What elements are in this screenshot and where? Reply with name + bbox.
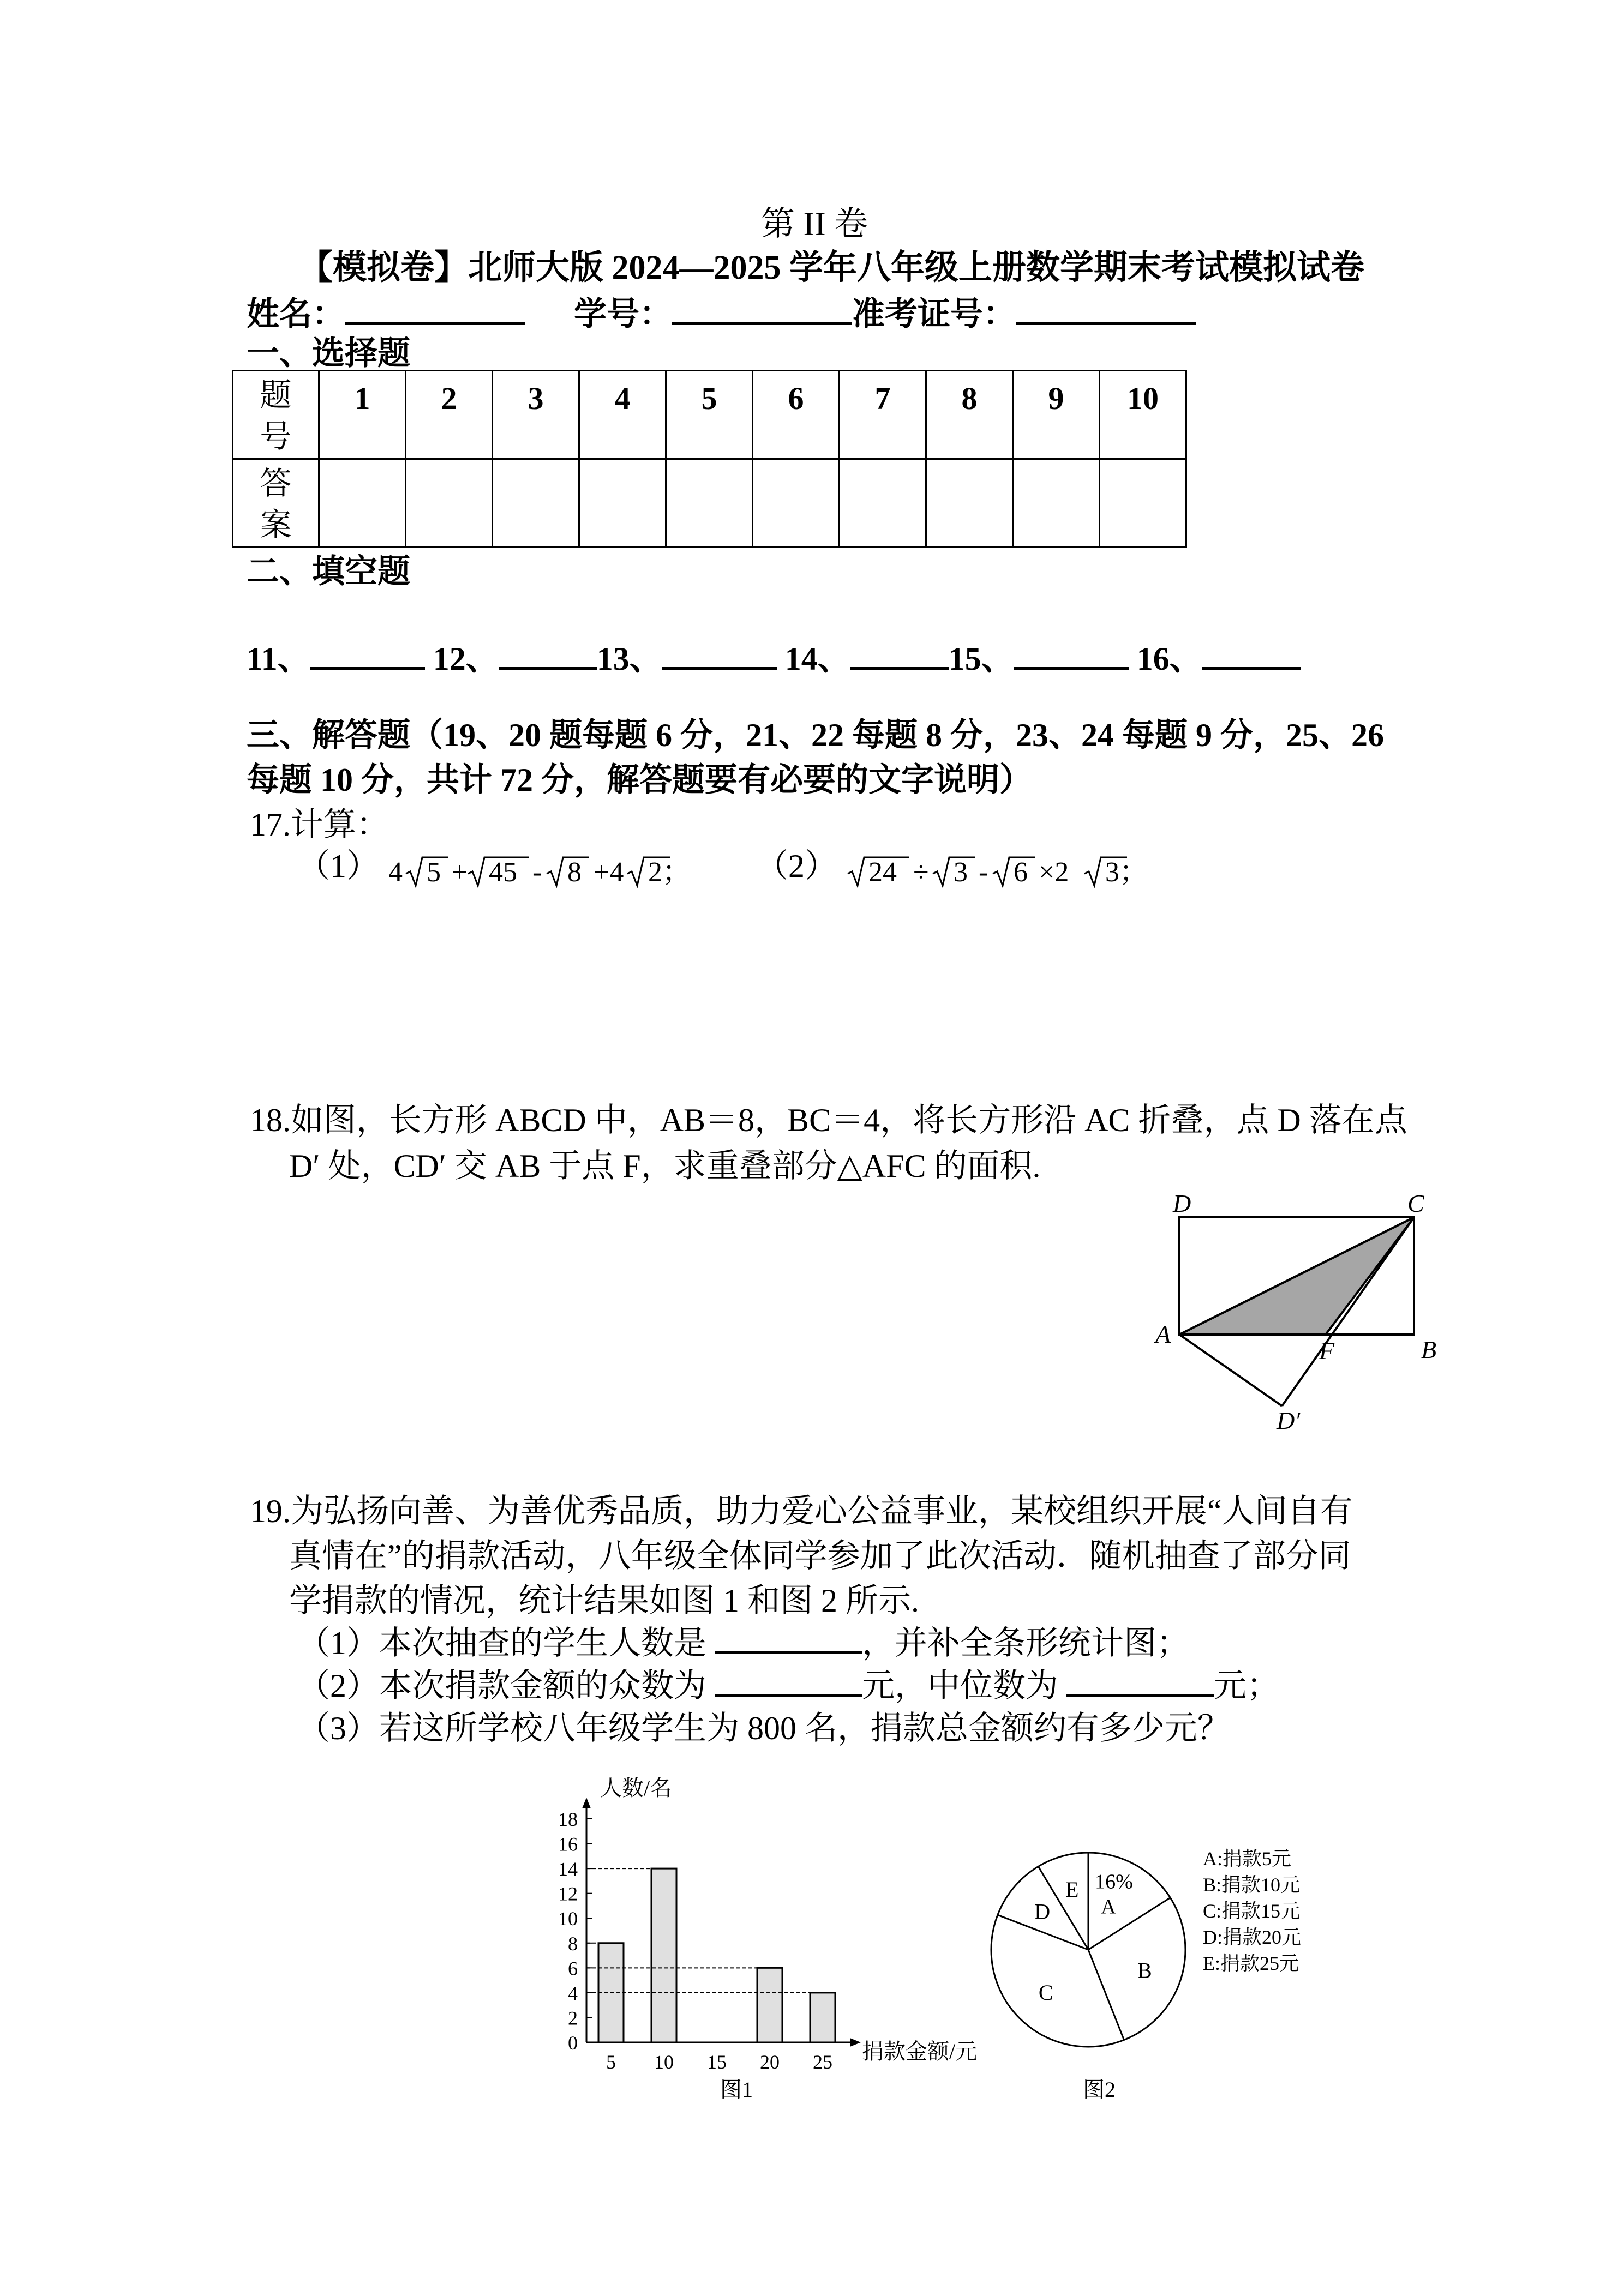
x-axis-arrow: [850, 2038, 861, 2047]
fill-blank[interactable]: [662, 636, 777, 670]
answer-cell[interactable]: [493, 459, 579, 548]
question-number-cell: 2: [406, 371, 493, 459]
question-number-cell: 7: [840, 371, 926, 459]
answer-cell[interactable]: [1013, 459, 1100, 548]
pie-slice-edge: [1088, 1950, 1124, 2040]
question-number-cell: 4: [579, 371, 666, 459]
answer-table-answer-row: [233, 459, 1186, 548]
svg-text:24: 24: [868, 857, 897, 888]
label-f: F: [1319, 1337, 1335, 1365]
pie-legend-item: C:捐款15元: [1203, 1900, 1301, 1922]
bar-10: [651, 1868, 676, 2042]
q17-part1: [297, 840, 736, 891]
x-tick-label: 25: [813, 2051, 832, 2073]
q18-figure: [1146, 1189, 1473, 1440]
question-number-cell: 1: [319, 371, 406, 459]
bar-chart-xlabel: 捐款金额/元: [862, 2039, 978, 2064]
y-tick-label: 10: [558, 1908, 578, 1930]
q19-part2-text: （2）本次捐款金额的众数为: [297, 1668, 706, 1704]
figure1-caption: 图1: [720, 2077, 753, 2102]
fill-in-row: [247, 633, 1301, 680]
label-b: B: [1421, 1336, 1437, 1363]
id-field[interactable]: [672, 292, 852, 325]
ticket-label: 准考证号：: [852, 296, 1016, 332]
pie-legend-item: A:捐款5元: [1203, 1848, 1292, 1870]
q19-part1-text: （1）本次抽查的学生人数是: [297, 1625, 706, 1661]
x-tick-label: 20: [760, 2051, 780, 2073]
label-c: C: [1407, 1189, 1424, 1217]
pie-slice-label: E: [1065, 1877, 1079, 1902]
answer-cell[interactable]: [926, 459, 1013, 548]
svg-text:6: 6: [1014, 857, 1028, 888]
pie-legend-item: B:捐款10元: [1203, 1874, 1301, 1896]
question-number-cell: 9: [1013, 371, 1100, 459]
y-tick-label: 2: [568, 2007, 578, 2029]
segment-ad-prime: [1179, 1335, 1282, 1406]
svg-text:+4: +4: [594, 857, 624, 888]
question-number-cell: 10: [1100, 371, 1186, 459]
exam-title: 【模拟卷】北师大版 2024—2025 学年八年级上册数学期末考试模拟试卷: [299, 249, 1365, 286]
section3-title-line2: 每题 10 分，共计 72 分，解答题要有必要的文字说明）: [247, 762, 1032, 798]
y-tick-label: 0: [568, 2032, 578, 2054]
fill-blank[interactable]: [310, 636, 425, 670]
fill-item-label: 15、: [948, 641, 1014, 677]
svg-text:÷: ÷: [913, 857, 929, 888]
svg-text:+: +: [452, 857, 468, 888]
fill-blank[interactable]: [1014, 636, 1129, 670]
answer-cell[interactable]: [406, 459, 493, 548]
bar-25: [810, 1993, 835, 2042]
bar-chart-ylabel: 人数/名: [600, 1776, 672, 1800]
x-tick-label: 10: [654, 2051, 674, 2073]
svg-text:×2: ×2: [1039, 857, 1069, 888]
figure2-caption: 图2: [1083, 2077, 1116, 2102]
fill-item-label: 14、: [784, 641, 850, 677]
ticket-field[interactable]: [1016, 292, 1196, 325]
pie-chart-figure2: [987, 1838, 1337, 2111]
row-label-answer: 答 案: [233, 459, 319, 548]
fill-blank[interactable]: [850, 636, 949, 670]
q17-part2-label: （2）: [756, 848, 837, 884]
bar-20: [757, 1968, 782, 2042]
y-tick-label: 16: [558, 1833, 578, 1855]
svg-text:3；: 3；: [1105, 857, 1148, 888]
y-tick-label: 14: [558, 1858, 578, 1880]
fill-item-label: 12、: [433, 641, 499, 677]
q18-line1: 18.如图，长方形 ABCD 中，AB＝8，BC＝4，将长方形沿 AC 折叠，点 D 落在点: [250, 1102, 1407, 1138]
y-tick-label: 12: [558, 1883, 578, 1905]
fill-item-label: 16、: [1136, 641, 1202, 677]
pie-slice-label: C: [1038, 1980, 1053, 2005]
name-label: 姓名：: [247, 296, 345, 332]
fill-blank[interactable]: [499, 636, 597, 670]
x-tick-label: 5: [606, 2051, 616, 2073]
label-a: A: [1155, 1320, 1171, 1348]
svg-text:5: 5: [427, 857, 441, 888]
answer-cell[interactable]: [1100, 459, 1186, 548]
question-number-cell: 8: [926, 371, 1013, 459]
q17-part1-expression: [387, 848, 736, 891]
svg-text:-: -: [979, 857, 988, 888]
q19-median-blank[interactable]: [1066, 1663, 1214, 1697]
pie-slice-label: B: [1137, 1958, 1152, 1983]
section2-title: 二、填空题: [247, 554, 410, 590]
fill-item-label: 13、: [596, 641, 662, 677]
answer-cell[interactable]: [840, 459, 926, 548]
section3-title-line1: 三、解答题（19、20 题每题 6 分，21、22 每题 8 分，23、24 每题 9 分，25、26: [247, 717, 1384, 753]
answer-cell[interactable]: [579, 459, 666, 548]
label-d-prime: D′: [1277, 1407, 1301, 1434]
answer-cell[interactable]: [319, 459, 406, 548]
svg-text:-: -: [532, 857, 542, 888]
svg-text:2；: 2；: [648, 857, 691, 888]
volume-title: 第 II 卷: [761, 206, 868, 243]
question-number-cell: 6: [753, 371, 840, 459]
q17-part2: [756, 840, 1195, 891]
svg-text:8: 8: [567, 857, 582, 888]
q18-line2: D′ 处，CD′ 交 AB 于点 F，求重叠部分△AFC 的面积.: [289, 1148, 1041, 1184]
name-field[interactable]: [345, 292, 525, 325]
q17-stem: 17.计算：: [250, 807, 389, 843]
row-label-number: 题 号: [233, 371, 319, 459]
question-number-cell: 3: [493, 371, 579, 459]
y-tick-label: 6: [568, 1957, 578, 1980]
q17-part2-expression: [846, 848, 1195, 891]
q19-line3: 学捐款的情况，统计结果如图 1 和图 2 所示.: [289, 1583, 919, 1619]
bar-chart-figure1: [524, 1767, 1026, 2111]
q19-part1-blank[interactable]: [715, 1621, 862, 1654]
fill-item-label: 11、: [247, 641, 310, 677]
q19-part2-mid: 元，中位数为: [862, 1668, 1058, 1704]
y-axis-arrow: [582, 1798, 591, 1808]
q19-part1-suffix: ，并补全条形统计图；: [862, 1625, 1189, 1661]
q19-part1: [297, 1617, 1189, 1664]
id-label: 学号：: [574, 296, 672, 332]
svg-text:4: 4: [388, 857, 403, 888]
section1-title: 一、选择题: [247, 335, 410, 371]
q19-part3: （3）若这所学校八年级学生为 800 名，捐款总金额约有多少元？: [297, 1710, 1230, 1746]
svg-text:3: 3: [954, 857, 968, 888]
y-tick-label: 8: [568, 1932, 578, 1955]
q19-line1: 19.为弘扬向善、为善优秀品质，助力爱心公益事业，某校组织开展“人间自有: [250, 1493, 1353, 1529]
question-number-cell: 5: [666, 371, 753, 459]
fill-blank[interactable]: [1202, 636, 1301, 670]
answer-cell[interactable]: [753, 459, 840, 548]
q19-part2: [297, 1660, 1279, 1706]
pie-percent-label: 16%: [1095, 1870, 1133, 1894]
answer-table-header-row: [233, 371, 1186, 459]
pie-legend-item: D:捐款20元: [1203, 1926, 1302, 1948]
svg-text:45: 45: [489, 857, 517, 888]
answer-table: [232, 370, 1187, 548]
pie-slice-label: D: [1034, 1899, 1051, 1924]
y-tick-label: 18: [558, 1808, 578, 1830]
pie-legend-item: E:捐款25元: [1203, 1952, 1299, 1974]
q19-line2: 真情在”的捐款活动，八年级全体同学参加了此次活动．随机抽查了部分同: [289, 1538, 1351, 1574]
pie-slice-label: A: [1101, 1895, 1116, 1919]
answer-cell[interactable]: [666, 459, 753, 548]
q17-part1-label: （1）: [297, 848, 379, 884]
label-d: D: [1173, 1189, 1191, 1217]
q19-mode-blank[interactable]: [715, 1663, 862, 1697]
y-tick-label: 4: [568, 1982, 578, 2004]
q19-part2-suffix: 元；: [1214, 1668, 1279, 1704]
x-tick-label: 15: [707, 2051, 727, 2073]
